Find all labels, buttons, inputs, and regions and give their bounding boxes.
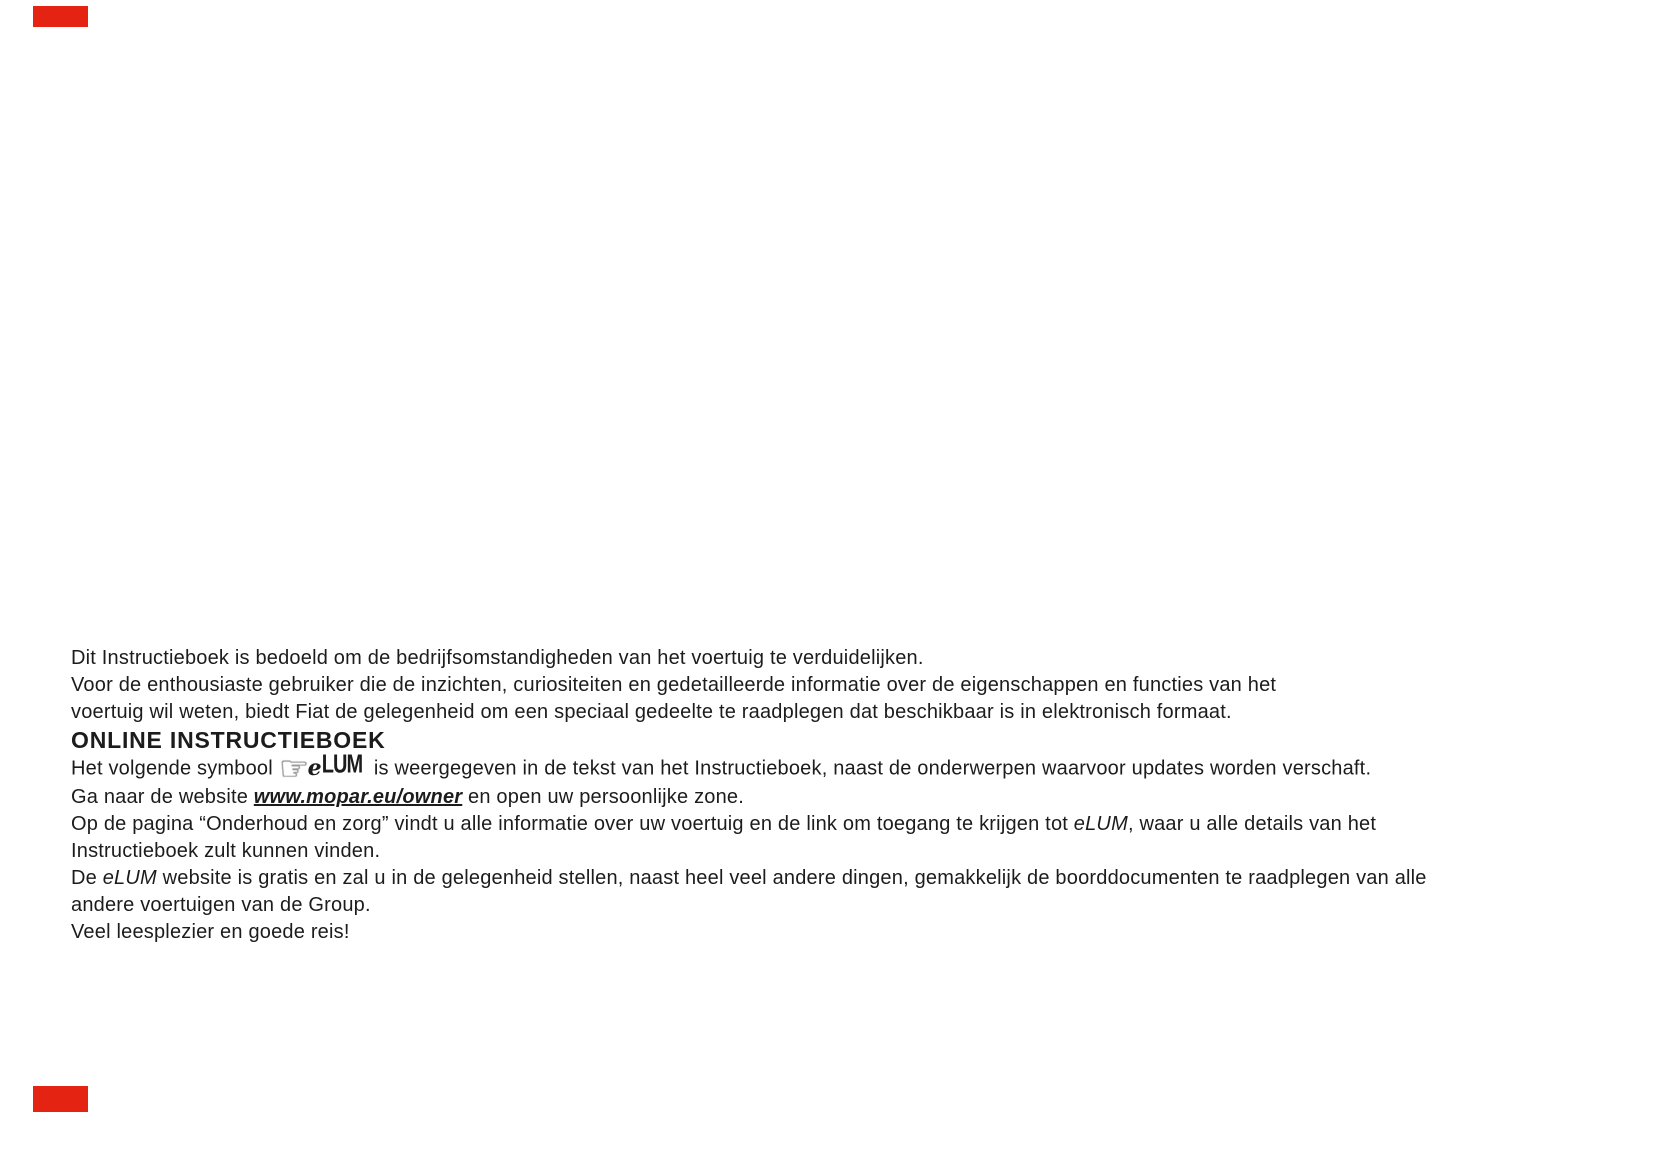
section-heading-online-manual: ONLINE INSTRUCTIEBOEK: [71, 727, 386, 753]
paragraph-maintenance-page: [71, 811, 1621, 865]
mopar-website-link[interactable]: www.mopar.eu/owner: [253, 786, 463, 808]
elum-name-italic: eLUM: [102, 867, 157, 889]
text-run: Veel leesplezier en goede reis!: [71, 921, 350, 943]
text-run: , waar u alle details van het: [1127, 813, 1377, 835]
text-run: De: [71, 867, 103, 889]
elum-name-italic: eLUM: [1073, 813, 1128, 835]
elum-symbol-icon: [278, 750, 363, 788]
text-run: Voor de enthousiaste gebruiker die de inzichten, curiositeiten en gedetailleerde informatie over de eigenschappen en functies van het: [71, 674, 1277, 696]
text-run: Op de pagina “Onderhoud en zorg” vindt u alle informatie over uw voertuig en de link om toegang te krijgen tot: [71, 813, 1074, 835]
paragraph-enthusiast-info: [71, 672, 1621, 726]
text-run: Ga naar de website: [71, 786, 254, 808]
text-run: Dit Instructieboek is bedoeld om de bedrijfsomstandigheden van het voertuig te verduidelijken.: [71, 647, 924, 669]
elum-logo-text: eLUM: [307, 750, 363, 781]
text-run: Het volgende symbool: [71, 757, 273, 780]
paragraph-closing-wish: [71, 919, 1621, 946]
document-body: [71, 645, 1621, 946]
text-run: website is gratis en zal u in de gelegenheid stellen, naast heel veel andere dingen, gemakkelijk de boorddocumenten te raadplegen van alle: [156, 867, 1427, 889]
text-run: en open uw persoonlijke zone.: [462, 786, 745, 808]
paragraph-symbol-explanation: [71, 750, 1621, 788]
text-run: andere voertuigen van de Group.: [71, 894, 371, 916]
text-run: Instructieboek zult kunnen vinden.: [71, 840, 381, 862]
paragraph-website-instruction: [71, 784, 1621, 811]
text-run: voertuig wil weten, biedt Fiat de gelegenheid om een speciaal gedeelte te raadplegen dat beschikbaar is in elektronisch formaat.: [71, 701, 1232, 723]
red-index-tab-bottom: [33, 1086, 88, 1112]
paragraph-purpose: [71, 645, 1621, 672]
pointing-hand-icon: ☞: [278, 750, 310, 788]
text-run: is weergegeven in de tekst van het Instructieboek, naast de onderwerpen waarvoor updates worden verschaft.: [368, 757, 1372, 780]
red-index-tab-top: [33, 6, 88, 27]
paragraph-elum-free: [71, 865, 1621, 919]
